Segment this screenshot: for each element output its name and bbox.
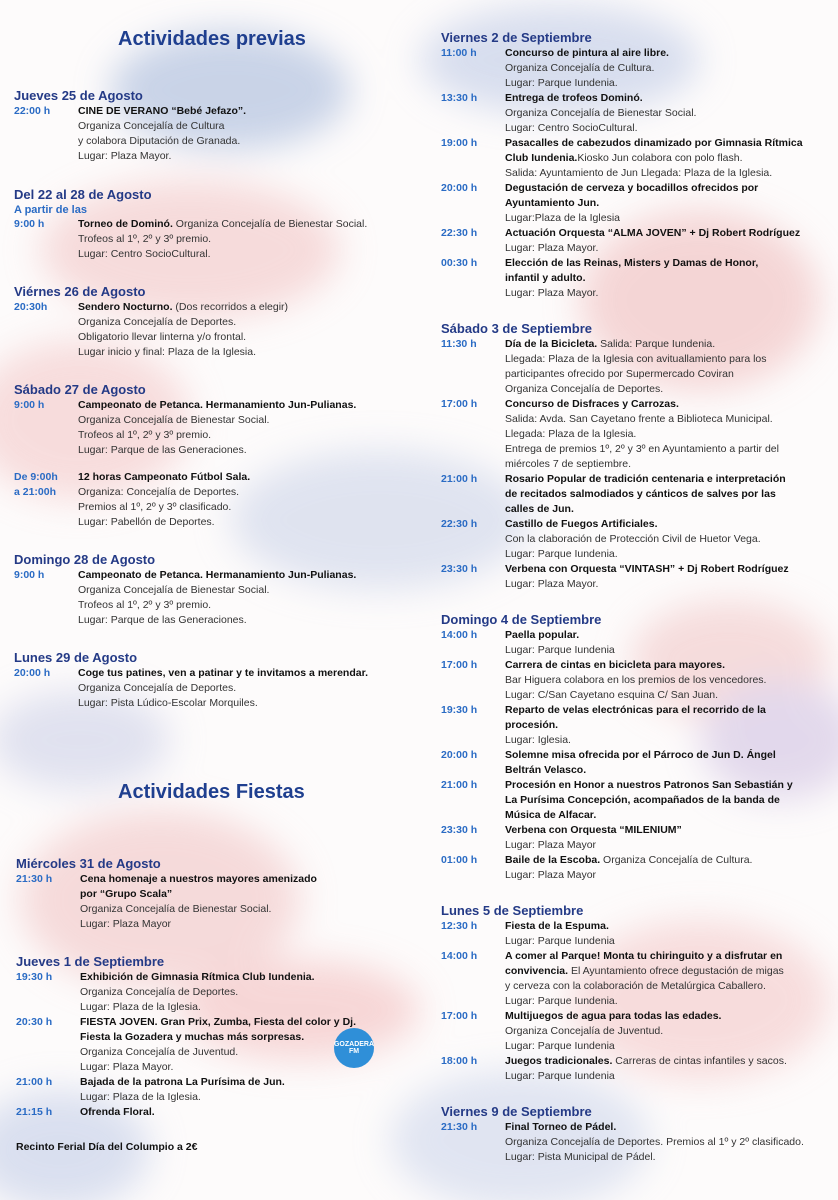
- event-detail: Premios al 1º, 2º y 3º clasificado.: [78, 501, 232, 513]
- event-detail: Organiza Concejalía de Juventud.: [80, 1046, 239, 1058]
- event-time: 21:30 h: [16, 873, 53, 885]
- event-time: 12:30 h: [441, 920, 478, 932]
- day-heading: Sábado 3 de Septiembre: [441, 321, 592, 336]
- event-detail: y cerveza con la colaboración de Metalúrgica Caballero.: [505, 980, 766, 992]
- event-time: 00:30 h: [441, 257, 478, 269]
- event-body: [505, 1120, 831, 1165]
- event-title-line: [78, 568, 409, 583]
- event-detail: Entrega de premios 1º, 2º y 3º en Ayuntamiento a partir del: [505, 443, 779, 455]
- event-title: Multijuegos de agua para todas las edades.: [505, 1010, 722, 1022]
- event-detail: Lugar: Plaza de la Iglesia.: [80, 1001, 201, 1013]
- event-inline-note: Organiza Concejalía de Cultura.: [600, 854, 753, 866]
- event-body: [505, 337, 831, 397]
- event-time: 18:00 h: [441, 1055, 478, 1067]
- event-title-line: [505, 196, 831, 211]
- day-group: [441, 612, 831, 883]
- event-title: Reparto de velas electrónicas para el recorrido de la: [505, 704, 766, 716]
- event-detail: Organiza: Concejalía de Deportes.: [78, 486, 240, 498]
- event-title: Ofrenda Floral.: [80, 1106, 155, 1118]
- event-detail: Lugar: Pista Municipal de Pádel.: [505, 1151, 656, 1163]
- event-title-line: [505, 337, 831, 352]
- event-title-line: [505, 823, 831, 838]
- day-heading: Domingo 28 de Agosto: [14, 552, 156, 567]
- event-detail: Lugar: Plaza Mayor: [80, 918, 172, 930]
- event-title-cont: Música de Alfacar.: [505, 809, 597, 821]
- event-title-line: [505, 1120, 831, 1135]
- event-detail: Llegada: Plaza de la Iglesia.: [505, 428, 637, 440]
- event-detail: Lugar: Plaza Mayor: [505, 869, 597, 881]
- day-group: [14, 650, 409, 711]
- event-title: Verbena con Orquesta “VINTASH” + Dj Robert Rodríguez: [505, 563, 789, 575]
- event-title: Sendero Nocturno.: [78, 301, 173, 313]
- event-item: [14, 666, 409, 711]
- event-time: 13:30 h: [441, 92, 478, 104]
- event-item: [14, 568, 409, 628]
- day-group: [14, 187, 409, 262]
- event-title: Fiesta de la Espuma.: [505, 920, 609, 932]
- event-item: [441, 919, 831, 949]
- event-item: [441, 472, 831, 517]
- event-title: Rosario Popular de tradición centenaria e interpretación: [505, 473, 786, 485]
- event-time: 14:00 h: [441, 629, 478, 641]
- event-title-line: [505, 853, 831, 868]
- gozadera-logo: [334, 1028, 374, 1068]
- event-time: 19:00 h: [441, 137, 478, 149]
- event-item: [441, 136, 831, 181]
- event-title-line: [505, 748, 831, 763]
- event-title: Verbena con Orquesta “MILENIUM”: [505, 824, 682, 836]
- event-detail: Lugar: Centro SocioCultural.: [505, 122, 638, 134]
- event-title-cont: Club Iundenia.: [505, 152, 578, 164]
- event-title-line: [78, 104, 409, 119]
- event-title: Exhibición de Gimnasia Rítmica Club Iundenia.: [80, 971, 315, 983]
- event-title: FIESTA JOVEN. Gran Prix, Zumba, Fiesta del color y Dj.: [80, 1016, 356, 1028]
- event-title-line: [505, 778, 831, 793]
- event-time: 20:00 h: [441, 182, 478, 194]
- event-detail: Organiza Concejalía de Bienestar Social.: [78, 414, 270, 426]
- event-time: 23:30 h: [441, 563, 478, 575]
- event-title-cont: por “Grupo Scala”: [80, 888, 173, 900]
- event-time: 21:30 h: [441, 1121, 478, 1133]
- event-title-line: [78, 666, 409, 681]
- event-item: [441, 658, 831, 703]
- event-detail: Lugar: Pista Lúdico-Escolar Morquiles.: [78, 697, 258, 709]
- event-title: Actuación Orquesta “ALMA JOVEN” + Dj Robert Rodríguez: [505, 227, 801, 239]
- event-title: Baile de la Escoba.: [505, 854, 601, 866]
- day-heading: Lunes 29 de Agosto: [14, 650, 138, 665]
- event-item: [14, 470, 409, 530]
- event-detail: Con la claboración de Protección Civil de Huetor Vega.: [505, 533, 761, 545]
- event-title: Castillo de Fuegos Artificiales.: [505, 518, 658, 530]
- event-item: [14, 398, 409, 458]
- event-detail: Organiza Concejalía de Juventud.: [505, 1025, 664, 1037]
- event-detail: Lugar: Plaza Mayor.: [505, 242, 599, 254]
- event-detail: Llegada: Plaza de la Iglesia con avituallamiento para los: [505, 353, 767, 365]
- event-title-line: [505, 151, 831, 166]
- event-time: 21:00 h: [16, 1076, 53, 1088]
- gozadera-logo-sub: FM: [348, 1048, 360, 1055]
- event-title-line: [80, 887, 411, 902]
- event-title-line: [505, 256, 831, 271]
- event-title: Torneo de Dominó.: [78, 218, 173, 230]
- event-detail: Organiza Concejalía de Bienestar Social.: [505, 107, 697, 119]
- event-title-line: [505, 472, 831, 487]
- event-title-line: [505, 628, 831, 643]
- event-body: [505, 628, 831, 658]
- event-title-line: [505, 949, 831, 964]
- day-heading: Jueves 1 de Septiembre: [16, 954, 165, 969]
- event-body: [505, 853, 831, 883]
- event-title-line: [505, 658, 831, 673]
- event-title: 12 horas Campeonato Fútbol Sala.: [78, 471, 251, 483]
- event-detail: Lugar: Centro SocioCultural.: [78, 248, 211, 260]
- event-item: [441, 1009, 831, 1054]
- event-detail: Lugar:Plaza de la Iglesia: [505, 212, 620, 224]
- event-item: [441, 46, 831, 91]
- day-heading: Sábado 27 de Agosto: [14, 382, 146, 397]
- event-body: [505, 949, 831, 1009]
- day-heading: Viernes 9 de Septiembre: [441, 1104, 592, 1119]
- day-heading: Lunes 5 de Septiembre: [441, 903, 584, 918]
- event-detail: Organiza Concejalía de Deportes. Premios al 1º y 2º clasificado.: [505, 1136, 804, 1148]
- event-item: [441, 256, 831, 301]
- event-time: 11:30 h: [441, 338, 477, 350]
- day-group: [441, 1104, 831, 1165]
- event-time: 19:30 h: [441, 704, 478, 716]
- day-group: [441, 321, 831, 592]
- event-title-cont: procesión.: [505, 719, 559, 731]
- event-title-line: [505, 763, 831, 778]
- event-item: [441, 562, 831, 592]
- event-title: Campeonato de Petanca. Hermanamiento Jun-Pulianas.: [78, 399, 357, 411]
- event-detail: Lugar: Pabellón de Deportes.: [78, 516, 215, 528]
- event-item: [14, 300, 409, 360]
- event-detail: Lugar: Plaza Mayor.: [505, 287, 599, 299]
- day-group: [441, 30, 831, 301]
- event-body: [505, 748, 831, 778]
- event-body: [505, 397, 831, 472]
- event-title-cont: de recitados salmodiados y cánticos de salves por las: [505, 488, 776, 500]
- event-item: [441, 181, 831, 226]
- event-time: 20:30 h: [16, 1016, 53, 1028]
- event-title: Coge tus patines, ven a patinar y te invitamos a merendar.: [78, 667, 369, 679]
- event-title-line: [505, 487, 831, 502]
- event-detail: Organiza Concejalía de Deportes.: [80, 986, 239, 998]
- event-body: [505, 703, 831, 748]
- event-detail: Lugar: Plaza Mayor.: [80, 1061, 174, 1073]
- event-item: [441, 703, 831, 748]
- event-item: [16, 872, 411, 932]
- event-title: Procesión en Honor a nuestros Patronos San Sebastián y: [505, 779, 793, 791]
- event-item: [16, 1075, 411, 1105]
- event-title: Juegos tradicionales.: [505, 1055, 613, 1067]
- event-body: [80, 970, 411, 1015]
- event-detail: Lugar: Parque Iundenia.: [505, 995, 618, 1007]
- event-detail: Lugar: Parque Iundenia: [505, 935, 615, 947]
- event-body: [80, 872, 411, 932]
- event-time: 14:00 h: [441, 950, 478, 962]
- event-body: [80, 1105, 411, 1120]
- event-time: 17:00 h: [441, 1010, 478, 1022]
- event-detail: Trofeos al 1º, 2º y 3º premio.: [78, 429, 212, 441]
- event-title-line: [505, 964, 831, 979]
- event-title: A comer al Parque! Monta tu chiringuito y a disfrutar en: [505, 950, 783, 962]
- event-title-line: [78, 217, 409, 232]
- event-detail: Bar Higuera colabora en los premios de los vencedores.: [505, 674, 767, 686]
- event-time: 22:00 h: [14, 105, 51, 117]
- day-subheading: A partir de las: [14, 204, 87, 216]
- gozadera-logo-text: GOZADERA: [333, 1041, 375, 1048]
- event-detail: Salida: Avda. San Cayetano frente a Biblioteca Municipal.: [505, 413, 773, 425]
- event-title: Día de la Bicicleta.: [505, 338, 598, 350]
- event-time: De 9:00h: [14, 471, 58, 483]
- event-item: [441, 949, 831, 1009]
- event-title-line: [80, 872, 411, 887]
- event-title: Bajada de la patrona La Purísima de Jun.: [80, 1076, 285, 1088]
- event-title-line: [505, 703, 831, 718]
- event-time: 23:30 h: [441, 824, 478, 836]
- event-detail: Lugar: Parque Iundenia: [505, 1070, 615, 1082]
- event-item: [441, 91, 831, 136]
- event-item: [441, 748, 831, 778]
- event-time: 01:00 h: [441, 854, 478, 866]
- event-title-line: [505, 397, 831, 412]
- event-detail: Lugar: C/San Cayetano esquina C/ San Juan.: [505, 689, 719, 701]
- day-group: [14, 88, 409, 164]
- event-body: [80, 1075, 411, 1105]
- event-title-line: [505, 91, 831, 106]
- event-body: [505, 46, 831, 91]
- event-body: [78, 398, 409, 458]
- event-item: [441, 628, 831, 658]
- event-body: [505, 562, 831, 592]
- event-item: [14, 217, 409, 262]
- day-heading: Del 22 al 28 de Agosto: [14, 187, 152, 202]
- event-title-line: [505, 181, 831, 196]
- event-detail: Organiza Concejalía de Bienestar Social.: [80, 903, 272, 915]
- event-inline-note: El Ayuntamiento ofrece degustación de migas: [568, 965, 784, 977]
- event-title-cont: convivencia.: [505, 965, 569, 977]
- event-title-line: [80, 1075, 411, 1090]
- event-detail: Organiza Concejalía de Cultura: [78, 120, 225, 132]
- event-detail: Trofeos al 1º, 2º y 3º premio.: [78, 233, 212, 245]
- event-body: [505, 136, 831, 181]
- event-time: 9:00 h: [14, 569, 45, 581]
- event-title: Entrega de trofeos Dominó.: [505, 92, 643, 104]
- event-body: [78, 104, 409, 164]
- event-body: [505, 823, 831, 853]
- event-title-cont: Fiesta la Gozadera y muchas más sorpresas.: [80, 1031, 305, 1043]
- event-title-line: [505, 562, 831, 577]
- event-time-end: a 21:00h: [14, 486, 57, 498]
- section-title-fiestas: Actividades Fiestas: [118, 781, 305, 803]
- event-title-line: [505, 46, 831, 61]
- day-heading: Domingo 4 de Septiembre: [441, 612, 602, 627]
- event-detail: participantes ofrecido por Supermercado Coviran: [505, 368, 734, 380]
- event-title: Paella popular.: [505, 629, 580, 641]
- event-detail: Lugar: Plaza Mayor: [505, 839, 597, 851]
- event-time: 19:30 h: [16, 971, 53, 983]
- event-body: [505, 778, 831, 823]
- day-group: [441, 903, 831, 1084]
- event-item: [441, 778, 831, 823]
- event-item: [441, 853, 831, 883]
- event-title-cont: Ayuntamiento Jun.: [505, 197, 600, 209]
- event-title-line: [505, 1054, 831, 1069]
- day-group: [14, 382, 409, 530]
- event-title: Pasacalles de cabezudos dinamizado por Gimnasia Rítmica: [505, 137, 803, 149]
- event-title-line: [80, 1015, 411, 1030]
- event-detail: Organiza Concejalía de Deportes.: [78, 682, 237, 694]
- event-title: Solemne misa ofrecida por el Párroco de Jun D. Ángel: [505, 749, 776, 761]
- event-title-line: [78, 470, 409, 485]
- event-detail: Lugar: Iglesia.: [505, 734, 571, 746]
- event-title-line: [78, 398, 409, 413]
- event-body: [78, 666, 409, 711]
- event-detail: miércoles 7 de septiembre.: [505, 458, 632, 470]
- event-body: [505, 226, 831, 256]
- event-item: [14, 104, 409, 164]
- event-time: 21:00 h: [441, 779, 478, 791]
- event-title-line: [80, 970, 411, 985]
- event-detail: Lugar: Plaza de la Iglesia.: [80, 1091, 201, 1103]
- event-detail: Lugar: Parque de las Generaciones.: [78, 444, 247, 456]
- event-detail: Lugar: Parque Iundenia: [505, 644, 615, 656]
- event-inline-note: Organiza Concejalía de Bienestar Social.: [172, 218, 368, 230]
- event-detail: Organiza Concejalía de Deportes.: [78, 316, 237, 328]
- event-body: [78, 470, 409, 530]
- event-title-line: [505, 226, 831, 241]
- event-title: Concurso de Disfraces y Carrozas.: [505, 398, 679, 410]
- event-time: 9:00 h: [14, 218, 45, 230]
- event-detail: Lugar: Parque Iundenia.: [505, 548, 618, 560]
- event-item: [441, 226, 831, 256]
- event-body: [505, 1009, 831, 1054]
- event-title-cont: infantil y adulto.: [505, 272, 586, 284]
- event-title: Elección de las Reinas, Misters y Damas de Honor,: [505, 257, 759, 269]
- event-body: [505, 919, 831, 949]
- day-heading: Viérnes 26 de Agosto: [14, 284, 146, 299]
- event-title-cont: Beltrán Velasco.: [505, 764, 587, 776]
- event-body: [505, 517, 831, 562]
- event-title-line: [505, 919, 831, 934]
- event-item: [441, 823, 831, 853]
- event-detail: Trofeos al 1º, 2º y 3º premio.: [78, 599, 212, 611]
- event-detail: Lugar: Parque Iundenia.: [505, 77, 618, 89]
- event-inline-note: (Dos recorridos a elegir): [172, 301, 289, 313]
- event-title-line: [505, 136, 831, 151]
- event-title-line: [80, 1105, 411, 1120]
- day-heading: Viernes 2 de Septiembre: [441, 30, 592, 45]
- event-inline-note: Kiosko Jun colabora con polo flash.: [577, 152, 743, 164]
- event-time: 9:00 h: [14, 399, 45, 411]
- event-detail: Lugar: Parque de las Generaciones.: [78, 614, 247, 626]
- event-body: [505, 472, 831, 517]
- day-group: [16, 856, 411, 932]
- event-item: [441, 337, 831, 397]
- event-time: 22:30 h: [441, 518, 478, 530]
- event-inline-note: Carreras de cintas infantiles y sacos.: [612, 1055, 787, 1067]
- event-detail: Lugar: Parque Iundenia: [505, 1040, 615, 1052]
- event-title-line: [505, 517, 831, 532]
- event-body: [78, 300, 409, 360]
- event-inline-note: Salida: Parque Iundenia.: [597, 338, 716, 350]
- event-detail: Lugar: Plaza Mayor.: [78, 150, 172, 162]
- event-item: [16, 1105, 411, 1120]
- day-heading: Jueves 25 de Agosto: [14, 88, 143, 103]
- event-body: [505, 256, 831, 301]
- event-title-line: [505, 718, 831, 733]
- event-detail: Organiza Concejalía de Bienestar Social.: [78, 584, 270, 596]
- event-detail: Lugar inicio y final: Plaza de la Iglesia.: [78, 346, 257, 358]
- event-title-line: [78, 300, 409, 315]
- event-title: CINE DE VERANO “Bebé Jefazo”.: [78, 105, 247, 117]
- event-title-line: [505, 793, 831, 808]
- event-body: [505, 181, 831, 226]
- event-detail: Salida: Ayuntamiento de Jun Llegada: Plaza de la Iglesia.: [505, 167, 773, 179]
- event-item: [441, 397, 831, 472]
- event-title: Degustación de cerveza y bocadillos ofrecidos por: [505, 182, 759, 194]
- event-body: [505, 91, 831, 136]
- event-item: [441, 517, 831, 562]
- event-item: [441, 1120, 831, 1165]
- event-item: [16, 970, 411, 1015]
- event-time: 17:00 h: [441, 398, 478, 410]
- event-time: 21:15 h: [16, 1106, 53, 1118]
- event-title-cont: calles de Jun.: [505, 503, 574, 515]
- day-group: [14, 284, 409, 360]
- event-detail: Lugar: Plaza Mayor.: [505, 578, 599, 590]
- event-title: Cena homenaje a nuestros mayores amenizado: [80, 873, 317, 885]
- event-body: [78, 217, 409, 262]
- event-title: Concurso de pintura al aire libre.: [505, 47, 669, 59]
- event-time: 17:00 h: [441, 659, 478, 671]
- footnote: Recinto Ferial Día del Columpio a 2€: [16, 1141, 198, 1153]
- event-detail: Organiza Concejalía de Cultura.: [505, 62, 655, 74]
- event-time: 22:30 h: [441, 227, 478, 239]
- event-title: Final Torneo de Pádel.: [505, 1121, 617, 1133]
- event-time: 20:00 h: [14, 667, 51, 679]
- event-body: [78, 568, 409, 628]
- event-time: 21:00 h: [441, 473, 478, 485]
- section-title-previas: Actividades previas: [118, 28, 306, 50]
- day-group: [14, 552, 409, 628]
- event-title-line: [505, 1009, 831, 1024]
- event-title-cont: La Purísima Concepción, acompañados de la banda de: [505, 794, 780, 806]
- event-item: [441, 1054, 831, 1084]
- event-title: Campeonato de Petanca. Hermanamiento Jun-Pulianas.: [78, 569, 357, 581]
- event-body: [505, 1054, 831, 1084]
- event-detail: Obligatorio llevar linterna y/o frontal.: [78, 331, 247, 343]
- event-detail: y colabora Diputación de Granada.: [78, 135, 241, 147]
- event-time: 11:00 h: [441, 47, 477, 59]
- event-title: Carrera de cintas en bicicleta para mayores.: [505, 659, 726, 671]
- event-title-line: [505, 271, 831, 286]
- event-time: 20:30h: [14, 301, 48, 313]
- event-detail: Organiza Concejalía de Deportes.: [505, 383, 664, 395]
- day-heading: Miércoles 31 de Agosto: [16, 856, 161, 871]
- event-body: [505, 658, 831, 703]
- event-time: 20:00 h: [441, 749, 478, 761]
